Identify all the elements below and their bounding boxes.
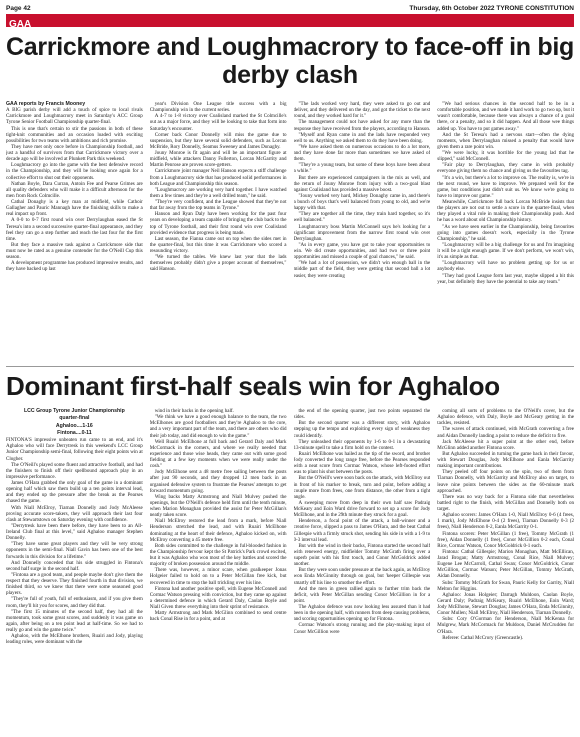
paragraph: A development programme has produced impressive results, and they have backed up last [6, 260, 143, 273]
paragraph: The O'Neill's played some fluent and attractive football, and had the finishers to finish off their spellbound approach play in an impressive performance. [6, 461, 143, 480]
paragraph: A BIG parish derby will add a touch of spice to local rivals Carrickmore and Loughmacrory meet in Saturday's ACC Group Tyrone Senior Football Championship quarter-final. [6, 107, 143, 126]
result-box-line: Aghaloo....1-16 [55, 422, 93, 429]
paragraph: Subs: Tommy McGrath for Swan, Pauric Kelly for Garrity, Niall Melton for Higgins. [437, 579, 574, 592]
paragraph: But Aghaloo succeeded in turning the game back in their favour, with Stewart Douglas, Jody McElhone and Eanla McGarrity making important contributions. [437, 450, 574, 470]
paragraph: But they were soon under pressure at the back again, as McElroy won Enda McGinnity through on goal, but 'keeper Gillespie was smartly off his line to smother the effort. [293, 567, 431, 586]
paragraph: Cathal Donaghy is a key man at midfield, while Cathoir Gallagher and Pauric Mannagh have the finishing skills to make a real impact up front. [6, 199, 143, 218]
article-column [6, 101, 143, 363]
paragraph: Henderson, a focal point of the attack, a ball-winner and a creative force, slipped a pass to James O'Hara, and the beat Cathal Gillespie with a firmly struck shot, sending his side in with a 1-9 to 0-3 interval lead. [293, 518, 431, 543]
paragraph: Fintona scorers: Peter McGillan (1 free), Tommy McGrath (1 free), Aidan Donnelly (1 free), Conor McGillion 0-2 each, Conal Rice, Cormac Watson, Conor McGoldrick 0-1 each. [437, 530, 574, 549]
paragraph: "We were lucky, it was horrible for the young lad that he slipped," said McConnell. [437, 150, 574, 163]
paragraph: Meanwhile, Carrickmore full back Lorcan McBride insists that the players are not out to settle a score in the quarter-final, when they played a vital role in making their Championship push. And he has a word about old Championship history. [437, 199, 574, 224]
paragraph: A sweeping move from deep in their own half saw Padraig McKeary and Eoin Ward drive forward to set up a score for Jody McElhone, and in the 29th minute they struck for a goal. [293, 499, 431, 519]
result-box-line: Fintona....0-11 [57, 429, 92, 436]
paragraph: But the O'Neill's were soon back on the attack, with McElroy out in front of his marker to break, turn and point, before adding a couple more from frees, one from distance, the other from a tight angle. [293, 475, 431, 500]
paragraph: "Loughmacrory will be a big challenge for us and I'm imagining it will be a tight enough game. If we don't perform, we won't win, it's as simple as that. [437, 241, 574, 261]
page-header [6, 3, 574, 13]
paragraph: Subs: Cory O'Gorman for Henderson, Niall McKenna for Mulgrew, Mark McCormack for Muldoon, Daniel McCrudden for O'Hara. [437, 616, 574, 635]
paragraph: But there are experienced campaigners in the mix as well, and the return of Jouny Monroe from injury with a two-goal blast against Coalisland has provided a massive boost. [293, 174, 431, 193]
paragraph: "They have some great players and they will be very strong opponents in the semi-final. Niall Gavin has been one of the best forwards in this division for a lifetime." [6, 541, 143, 560]
paragraph: Carrickmore joint manager Neil Hanson expects a stiff challenge from a Loughmacrory side that has produced solid performances in both League and Championship this season. [149, 168, 287, 187]
paragraph: "As in every game, you have got to take your opportunities to win. We did create opportunities, and had two or three point opportunities and missed a couple of goal chances," he said. [293, 241, 431, 261]
paragraph: Jack McAleese hit a super point at the other end, before McGlinn added another Fintona score. [437, 438, 574, 451]
paragraph: They peeled off four points on the spin, two of them from Tiarnan Donnelly, with McGarrity and McElroy also on target, to leave nine points between the sides as the 60-minute mark approached. [437, 469, 574, 494]
paragraph: But the second quarter was a different story, with Aghaloo stepping up the tempo and exploiting every sign of weakness they could identify. [293, 420, 431, 439]
result-box-line: LCC Group Tyrone Junior Championship [23, 408, 125, 414]
paragraph: coming all sorts of problems to the O'Neill's cover, but the Aghaloo defence, with Daly, Boyle and McGeary getting in the tackles, resisted. [437, 408, 574, 427]
paragraph: There was, however, a minor scare, when goalkeeper Jonas Holgeier failed to hold on to a Peter McGillan free kick, but recovered in time to stop the ball trickling over his line. [149, 567, 287, 586]
paragraph: Fintona: Cathal Gillespie; Marion Monaghan, Matt McEllican, Jarad Brogan; Matty Armstrong, Conal Rice, Niall Mulvey; Eugene Lee McCarroll, Cathal Swan; Conor McGoldrick, Conor McGillion, Cormac Watson; Peter McGillan, Tommy McGrath, Aidan Donnelly. [437, 548, 574, 580]
paragraph: Fintona had another positive spell, with Eugene McConnell and Cormac Watson pressing with conviction, but they came up against a determined defence in which Gerard Daly, Caolan Boyle and Niall Given threw everything into their sprint of resistance. [149, 585, 287, 610]
paragraph: But they face a massive task against a Carrickmore side that must now be rated as a genuine contender for the O'Neill Cup this season. [6, 241, 143, 261]
paragraph: Jody McElhone sent a 48 metre free sailing between the posts after just 90 seconds, and they dropped 12 men back in an organised defensive system to frustrate the Pearses' attempts to get forward momentum going. [149, 469, 287, 494]
paragraph: "As we have seen earlier in the Championship, being favourites going into games doesn't work, especially in the Tyrone Championship," he said. [437, 223, 574, 242]
paragraph: Corner back Conor Donnelly will miss the game due to suspension, but they have several solid defenders, such as Lorcan McBride, Rory Donnelly, Seamus Sweeney and James Donaghy. [149, 131, 287, 150]
page-number: Page 42 [6, 4, 31, 12]
paragraph: Jouny Monroe is fit again and will be an important figure at midfield, while attackers Danny Fullerton, Lorcan McGarrity and Martin Penrose are proven score-getters. [149, 150, 287, 169]
article-column [150, 408, 287, 730]
paragraph: "We had a lot of possession, we didn't win enough ball in the middle part of the field, they were getting that second ball a lot easier, they were creating [293, 260, 431, 279]
paragraph: Wing backs Matty Armstrong and Niall Mulvey pushed the openings, but the O'Neill's defence held firm until the tenth minute, when Marion Monaghan provided the assist for Peter McGillan's neatly taken score. [149, 493, 287, 519]
story2-headline: Dominant first-half seals win for Aghaloo [6, 371, 500, 401]
paragraph: Ruairi McElhone was hailed as the tip of the sword, and brother Jody converted the long range free, before the Pearses responded with a neat score from Cormac Watson, whose left-footed effort was to plant his shot between the posts. [293, 450, 431, 476]
paragraph: Nathan Boyle, Dara Curran, Antoin Fee and Pearse Grimes are all quality defenders who will make it a difficult afternoon for the men from Rock Colmcille. [6, 180, 143, 199]
paragraph: "Derrytresk have been there before, they have been to an All-Ireland Club final at this level," said Aghaloo manager Stephen Donnelly. [6, 522, 143, 542]
issue-date: Thursday, 6th October 2022 TYRONE CONSTITUTION [409, 4, 574, 12]
paragraph: "It's a win, but there's a lot to improve on. The reality is, we're in the next round, we have to improve. We prepared well for the game, but conditions just didn't suit us. We know we're going to have to improve our game." [437, 174, 574, 199]
paragraph: FINTONA'S impressive unbeaten run came to an end, and it's Aghaloo who will face Derrytresk in this weekend's LCC Group Junior Championship semi-final, following their eight points win at Clogher. [6, 437, 143, 462]
article-column [294, 408, 431, 730]
byline: GAA reports by Francis Mooney [6, 101, 86, 107]
paragraph: They have met only once before in Championship football, and just a handful of survivors from that Carrickmore victory over a decade ago will be involved at Plunkett Park this weekend. [6, 143, 143, 163]
paragraph: "The lads worked very hard, they were asked to go out and deliver, and they delivered on the day, and got the ticket to the next round, and they worked hard for it." [293, 101, 431, 120]
paragraph: Aghaloo, with the McElhone brothers, Ruairi and Jody, playing leading roles, were dominant with the [6, 633, 143, 646]
paragraph: Last season, the Fianna came out on top when the sides met in the quarter-final, but this time it was Carrickmore who scored a resounding victory. [149, 235, 287, 254]
paragraph: "They're a young team, but some of these boys have been about a while." [293, 162, 431, 175]
section-label: GAA [9, 19, 32, 30]
paragraph: Hanson and Ryan Daly have been working for the past four years on developing a team capable of bringing the club back to the top of Tyrone football, and their first round win over Coalisland provided evidence that progress is being made. [149, 211, 287, 236]
paragraph: Niall McElroy restored the lead from a mark, before Niall Henderson stretched the lead, and with Ruairi McElhone dominating at the heart of their defence, Aghaloo kicked on, with McElroy converting a 45 metre free. [149, 518, 287, 543]
paragraph: "They had good League form last year, maybe slipped a bit this year, but definitely they have the potential to take any team." [437, 272, 574, 285]
paragraph: "Loughmacrory will have no problem getting up for us or anybody else. [437, 260, 574, 273]
article-column [437, 101, 574, 363]
paragraph: With Niall McElroy, Tiarnan Donnelly and Jody McAleese proving accurate score-takers, they will approach their last four clash at Stewartstown on Saturday evening with confidence. [6, 504, 143, 523]
paragraph: The management could not have asked for any more than the response they have received from the players, according to Hanson. [293, 119, 431, 132]
paragraph: "Jouny worked very hard, Mickey Donaghy came in, and there's a bunch of boys that's well balanced from young to old, and we're happy with that. [293, 192, 431, 212]
paragraph: James O'Hara grabbed the only goal of the game in a dominant opening half which saw them build up a ten points interval lead, and they ended up the pressure after the break as the Pearses chased the game. [6, 480, 143, 505]
story2-body [6, 408, 574, 730]
paragraph: Loughmacrory go into the game with the best defensive record in the Championship, and they will be looking once again for a collective effort to shut out their opponents. [6, 162, 143, 181]
paragraph: wind in their backs in the opening half. [154, 408, 234, 414]
story1-body [6, 101, 574, 363]
paragraph: "We think we have a good enough balance to the team, the two McElhones are good footballers and they're Aghaloo to the core, and a very important part of the team, and there are others who did their job today, and did enough to win the game." [149, 414, 287, 439]
paragraph: Aghaloo scorers: James O'Hara 1-0, Niall McElroy 0-6 (4 frees, 1 mark), Jody McElhone 0-4 (2 frees), Tiarnan Donnelly 0-3 (2 frees), Niall Henderson 0-2, Eanla McGarrity 0-1. [437, 512, 574, 531]
paragraph: Well Ruairi McElhone at full back and Gerard Daly and Mark McCormack in the corners, and where we really needed that experience and those wise heads, they came out with some good fielding at a few key moments when we were really under the cosh." [149, 438, 287, 470]
paragraph: And the men in green rallied again to further trim back the deficit, with Peter McGillan sending Conor McGillion in for a point. [293, 585, 431, 604]
result-box-line: quarter-final [59, 415, 90, 422]
article-column [150, 101, 287, 363]
divider [6, 366, 574, 367]
paragraph: the end of the opening quarter, just two points separated the sides. [293, 408, 431, 421]
paragraph: "Myself and Ryan came in and the lads have responded very well to us. Anything we asked them to do they have been doing. [293, 131, 431, 144]
article-column [294, 101, 431, 363]
paragraph: Aghaloo: Jonas Holgeier; Darragh Muldoon, Caolan Boyle, Gerard Daly; Padraig McKeary, Ruairi McElhone, Eoin Ward; Jody McElhone, Stewart Douglas; James O'Hara, Enda McGinnity, Conor Mullen; Niall McElroy, Niall Henderson, Tiarnan Donnelly. [437, 591, 574, 617]
paragraph: Cormac Watson's strong running and the play-making input of Conor McGillion were [293, 622, 431, 635]
paragraph: "They're very confident, and the League showed that they're not that far away from the top teams in Tyrone." [149, 199, 287, 212]
paragraph: "The first 15 minutes of the second half, they had all the momentum, took some great scores, and suddenly it was game on again, after being on a ten point lead at half-time. So we had to really go and win the game twice." [6, 608, 143, 634]
paragraph: The waves of attack continued, with McGrath converting a free and Aidan Donnelly landing a point to reduce the deficit to five. [437, 426, 574, 439]
paragraph: "We have asked them on numerous occasions to do a lot more, and they have done far more than sometimes we have asked of them. [293, 143, 431, 163]
paragraph: "Fintona are a good team, and people maybe don't give them the respect that they deserve. They finished fourth in that division, we finished third, so we knew that there were some seasoned good players. [6, 571, 143, 597]
section-bar [6, 14, 574, 30]
paragraph: The Aghaloo defence was now looking less assured than it had been in the opening half, with runners from deep causing problems, and scoring opportunities opening up for Fintona. [293, 604, 431, 623]
paragraph: "Fair play to Derrylaughan, they came in with probably everyone giving them no chance and giving us the favourites tag. [437, 162, 574, 175]
paragraph: "We turned the tables. We knew last year that the lads themselves probably didn't give a proper account of themselves," said Hanson. [149, 254, 287, 273]
article-column [6, 408, 143, 730]
paragraph: Loughmacrory boss Martin McConnell says he's looking for a significant improvement from the narrow first round win over Derrylaughan. [293, 223, 431, 242]
paragraph: Referee: Cathal McCrory (Greencastle). [442, 634, 524, 641]
paragraph: A 4-7 to 1-8 victory over Coalisland marked the St Colmcille's out as a major force, and they will be looking to take that form into Saturday's encounter. [149, 113, 287, 132]
paragraph: Both sides committed to the challenge in full-blooded fashion in the Championship fervour kept the St Patrick's Park crowd excited, but it was Aghaloo who won most of the key battles and scored the majority of broken possession around the middle. [149, 542, 287, 568]
paragraph: A 0-0 to 0-7 first round win over Derrylaughan eased the St Teresa's into a second successive quarter-final appearance, and they feel they can go a step further and reach the last four for the first time. [6, 217, 143, 242]
paragraph: This is one that's certain to stir the passions in both of these tight-knit communities and an occasion loaded with exciting possibilities for two teams with ambitions and rich promise. [6, 125, 143, 144]
paragraph: Matty Armstrong and Mark McGlinn combined to send centre back Conal Rise in for a point, and at [149, 610, 287, 623]
paragraph: "We had serious chances in the second half to be in a comfortable position, and we made it hard work to go two up, but it wasn't comfortable, because there was always a chance of a goal there, or a penalty, and so it did happen. And all those wee things added up. You have to put games away." [437, 101, 574, 132]
article-column [437, 408, 574, 730]
story1-headline: Carrickmore and Loughmacrory to face-off in big derby clash [6, 33, 574, 89]
paragraph: "They're full of youth, full of enthusiasm, and if you give them room, they'll hit you for scores, and they did that. [6, 596, 143, 609]
paragraph: They unleashed their opponents by 1-6 to 0-1 in a devastating 13-minute spell to take a firm hold on the contest. [293, 438, 431, 451]
paragraph: But with the wind in their backs, Fintona started the second half with renewed energy, midfielder Tommy McGrath firing over a superb point with his first touch, and Conor McGoldrick added another. [293, 542, 431, 568]
paragraph: "They are together all the time, they train hard together, so it's well balanced." [293, 211, 431, 224]
paragraph: And the St Teresa's had a nervous start—often the dying moments, when Derrylaughan missed a penalty that would have given them a rare point win. [437, 131, 574, 150]
paragraph: There was no way back for a Fintona side that nevertheless battled right to the finish, with McGillan and Donnelly both on target. [437, 493, 574, 512]
paragraph: year's Division One League title success with a big Championship win in the current series. [149, 101, 287, 114]
paragraph: "Loughmacrory are working very hard together. I have watched them a few times and they're a well drilled team," he said. [149, 186, 287, 199]
paragraph: And Donnelly conceded that his side struggled in Fintona's second half surge in the second half. [6, 559, 143, 572]
